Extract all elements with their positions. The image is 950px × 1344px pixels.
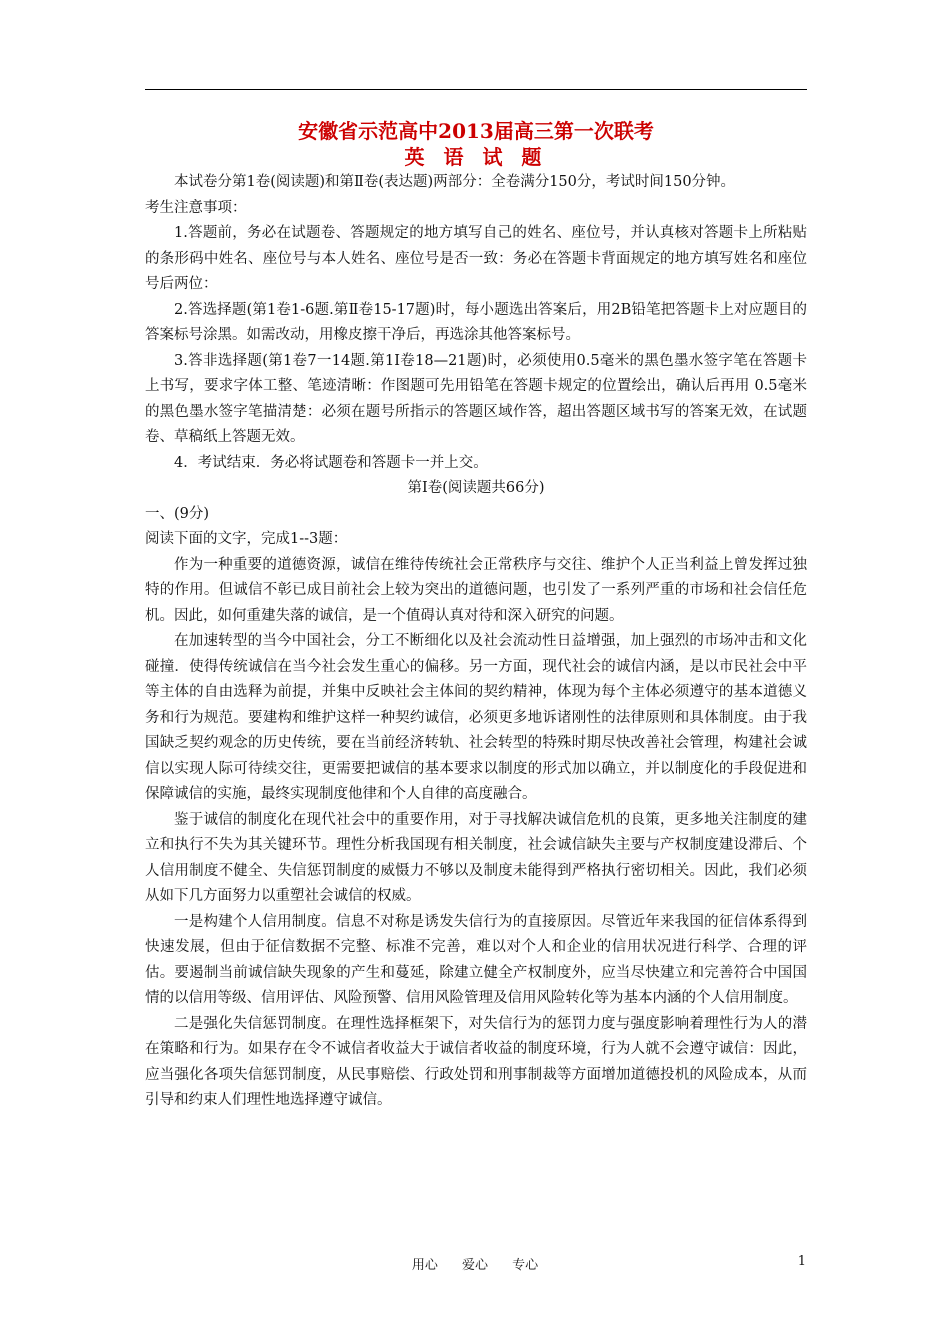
page-number: 1 — [797, 1254, 806, 1269]
reading-instruction: 阅读下面的文字，完成1--3题： — [145, 531, 348, 547]
notice-heading: 考生注意事项： — [145, 199, 247, 216]
part-heading: 一、(9分) — [145, 505, 210, 522]
intro-paragraph: 本试卷分第1卷(阅读题)和第Ⅱ卷(表达题)两部分：全卷满分150分，考试时间150分钟。 — [174, 174, 736, 190]
footer-motto: 用心 爱心 专心 — [411, 1258, 539, 1273]
notice-item: 1.答题前，务必在试题卷、答题规定的地方填写自己的姓名、座位号，并认真核对答题卡上所粘贴的条形码中姓名、座位号与本人姓名、座位号是否一致：务必在答题卡背面规定的地方填写姓名和座位号后两位： — [145, 225, 807, 292]
passage-paragraph: 二是强化失信惩罚制度。在理性选择框架下，对失信行为的惩罚力度与强度影响着理性行为人的潜在策略和行为。如果存在令不诚信者收益大于诚信者收益的制度环境，行为人就不会遵守诚信：因此，应当强化各项失信惩罚制度，从民事赔偿、行政处罚和刑事制裁等方面增加道德投机的风险成本，从而引导和约束人们理性地选择遵守诚信。 — [145, 1015, 807, 1108]
notice-item: 2.答选择题(第1卷1-6题.第Ⅱ卷15-17题)时，每小题选出答案后，用2B铅笔把答题卡上对应题目的答案标号涂黑。如需改动，用橡皮擦干净后，再选涂其他答案标号。 — [145, 301, 807, 343]
passage-paragraph: 一是构建个人信用制度。信息不对称是诱发失信行为的直接原因。尽管近年来我国的征信体系得到快速发展，但由于征信数据不完整、标准不完善，难以对个人和企业的信用状况进行科学、合理的评估。要遏制当前诚信缺失现象的产生和蔓延，除建立健全产权制度外，应当尽快建立和完善符合中国国情的以信用等级、信用评估、风险预警、信用风险管理及信用风险转化等为基本内涵的个人信用制度。 — [145, 913, 807, 1006]
notice-item: 3.答非选择题(第1卷7一14题.第1I卷18—21题)时，必须使用0.5毫米的黑色墨水签字笔在答题卡上书写，要求字体工整、笔迹清晰：作图题可先用铅笔在答题卡规定的位置绘出，确认后再用 0.5毫米的黑色墨水签字笔描清楚：必须在题号所指示的答题区域作答，超出答题区域书写的答案无效，在试题卷、草稿纸上答题无效。 — [145, 352, 807, 445]
passage-paragraph: 在加速转型的当今中国社会，分工不断细化以及社会流动性日益增强，加上强烈的市场冲击和文化碰撞．使得传统诚信在当今社会发生重心的偏移。另一方面，现代社会的诚信内涵，是以市民社会中平等主体的自由选释为前提，并集中反映社会主体间的契约精神，体现为每个主体必须遵守的基本道德义务和行为规范。要建构和维护这样一种契约诚信，必须更多地诉诸刚性的法律原则和具体制度。由于我国缺乏契约观念的历史传统，要在当前经济转轨、社会转型的特殊时期尽快改善社会管理，构建社会诚信以实现人际可待续交往，更需要把诚信的基本要求以制度的形式加以确立，并以制度化的手段促进和保障诚信的实施，最终实现制度他律和个人自律的高度融合。 — [145, 633, 807, 802]
passage-paragraph: 作为一种重要的道德资源，诚信在维待传统社会正常秩序与交往、维护个人正当利益上曾发挥过独特的作用。但诚信不彰已成目前社会上较为突出的道德问题，也引发了一系列严重的市场和社会信任危机。因此，如何重建失落的诚信，是一个值碍认真对待和深入研究的问题。 — [145, 556, 807, 624]
document-subtitle: 英 语 试 题 — [404, 145, 548, 169]
passage-paragraph: 鉴于诚信的制度化在现代社会中的重要作用，对于寻找解决诚信危机的良策，更多地关注制度的建立和执行不失为其关键环节。理性分析我国现有相关制度，社会诚信缺失主要与产权制度建设滞后、个人信用制度不健全、失信惩罚制度的威慑力不够以及制度未能得到严格执行密切相关。因此，我们必须从如下几方面努力以重塑社会诚信的权威。 — [145, 811, 807, 904]
page-footer — [0, 1254, 950, 1274]
notice-item: 4．考试结束．务必将试题卷和答题卡一并上交。 — [174, 454, 488, 471]
section-title: 第Ⅰ卷(阅读题共66分) — [407, 480, 545, 496]
document-body — [145, 118, 807, 1114]
document-title: 安徽省示范高中2013届高三第一次联考 — [298, 119, 654, 143]
header-rule — [145, 89, 807, 90]
